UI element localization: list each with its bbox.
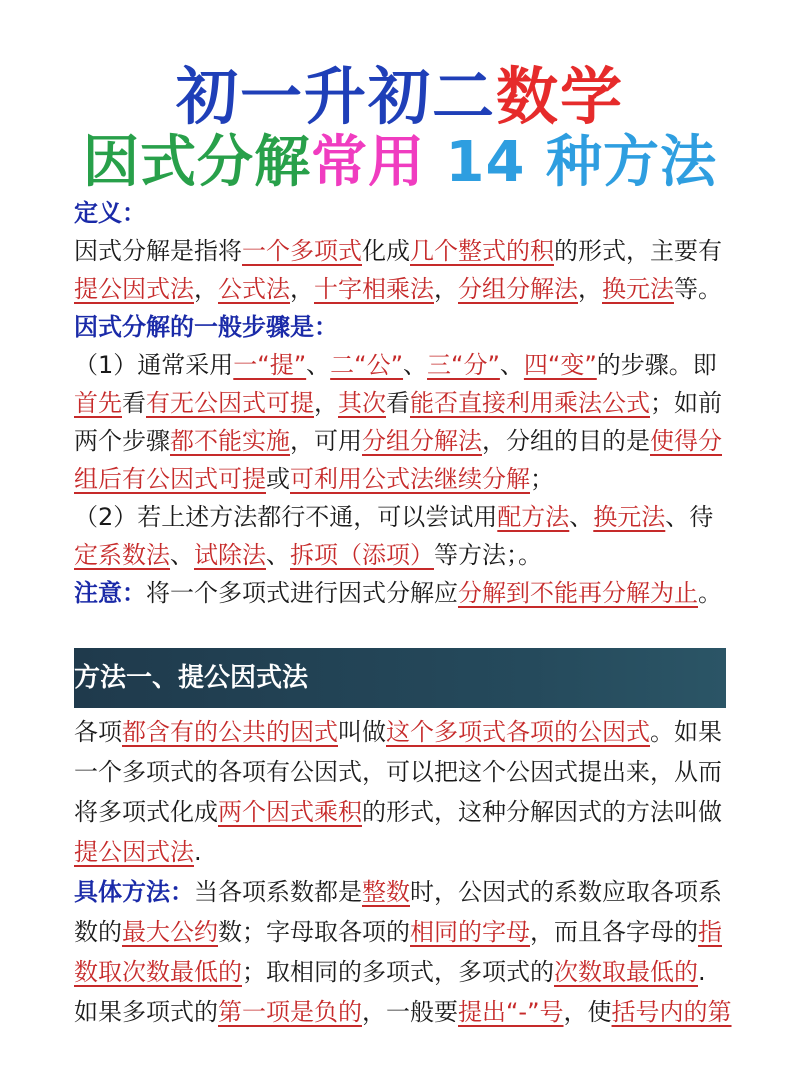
method-1-para-2	[74, 872, 734, 992]
intro-section	[74, 194, 734, 612]
highlighted-term: 首先	[74, 389, 122, 417]
highlighted-term: 整数	[362, 878, 410, 906]
text-run: ，使	[563, 998, 612, 1026]
steps-para-1	[74, 351, 722, 493]
note-label: 注意：	[74, 579, 146, 607]
highlighted-term: 括号内的第	[611, 998, 732, 1026]
text-run: ；	[530, 465, 554, 493]
highlighted-term: 使得分组后有公因式可提	[74, 427, 722, 493]
text-run: 看	[122, 389, 146, 417]
text-run: ，一般要	[362, 998, 458, 1026]
highlighted-term: 分组分解法	[458, 275, 578, 303]
note-paragraph	[74, 574, 734, 612]
method-1-para-3	[74, 992, 734, 1032]
text-run: 、	[306, 351, 331, 379]
definition-body	[74, 237, 722, 303]
text-run: 、	[569, 503, 594, 531]
text-run: （2）若上述方法都行不通，可以尝试用	[74, 503, 498, 531]
text-run: ，	[434, 275, 458, 303]
highlighted-term: 换元法	[602, 275, 674, 303]
text-run: 、	[170, 541, 194, 569]
note-body	[146, 579, 722, 607]
method-1-para-1	[74, 712, 734, 872]
text-run: 的形式，主要有	[554, 237, 722, 265]
title-part: 因式分解	[83, 130, 312, 195]
steps-paragraph	[74, 308, 734, 574]
specific-method-label: 具体方法：	[74, 878, 194, 906]
text-run: 叫做	[338, 718, 386, 746]
title-part: 常用	[311, 130, 426, 195]
text-run: 因式分解是指将	[74, 237, 242, 265]
text-run: 将一个多项式进行因式分解应	[146, 579, 458, 607]
text-run: 如果多项式的	[74, 998, 218, 1026]
title-line-2	[0, 128, 800, 198]
highlighted-term: 能否直接利用乘法公式	[410, 389, 650, 417]
text-run: 当各项系数都是	[194, 878, 362, 906]
text-run: 或	[266, 465, 290, 493]
definition-label: 定义：	[74, 199, 146, 227]
text-run: 的步骤。即	[596, 351, 717, 379]
highlighted-term: 十字相乘法	[314, 275, 434, 303]
text-run: 、	[499, 351, 524, 379]
text-run: .	[194, 838, 202, 866]
text-run: ，	[290, 275, 314, 303]
text-run: 化成	[362, 237, 410, 265]
highlighted-term: 次数取最低的	[554, 958, 698, 986]
text-run: 看	[386, 389, 410, 417]
steps-para-2	[74, 503, 713, 569]
text-run: （1）通常采用	[74, 351, 234, 379]
text-run: ，分组的目的是	[482, 427, 650, 455]
highlighted-term: 一“提”	[233, 351, 307, 379]
highlighted-term: 两个因式乘积	[218, 798, 362, 826]
highlighted-term: 拆项（添项）	[290, 541, 434, 569]
highlighted-term: 一个多项式	[242, 237, 362, 265]
text-run: 、待	[665, 503, 714, 531]
highlighted-term: 可利用公式法继续分解	[290, 465, 530, 493]
text-run: ，而且各字母的	[530, 918, 698, 946]
highlighted-term: 分解到不能再分解为止	[458, 579, 698, 607]
text-run: ，	[194, 275, 218, 303]
text-run: 等方法；。	[434, 541, 542, 569]
highlighted-term: 试除法	[194, 541, 266, 569]
text-run: 、	[266, 541, 290, 569]
highlighted-term: 换元法	[593, 503, 666, 531]
text-run: 的形式，这种分解因式的方法叫做	[362, 798, 722, 826]
method-1-body	[74, 718, 722, 866]
text-run: 等。	[674, 275, 722, 303]
title-line-1	[0, 58, 800, 136]
highlighted-term: 分组分解法	[362, 427, 482, 455]
text-run: ；如前两个步骤	[74, 389, 722, 455]
highlighted-term: 四“变”	[523, 351, 597, 379]
highlighted-term: 有无公因式可提	[146, 389, 314, 417]
title-part: 初一升初二	[175, 60, 496, 133]
definition-paragraph	[74, 194, 734, 308]
text-run: ，	[314, 389, 338, 417]
highlighted-term: 都不能实施	[170, 427, 290, 455]
highlighted-term: 二“公”	[330, 351, 404, 379]
text-run: 时，公因式的系数应取各项系数的	[74, 878, 722, 946]
highlighted-term: 都含有的公共的因式	[122, 718, 338, 746]
highlighted-term: 定系数法	[74, 541, 170, 569]
text-run: .	[698, 958, 706, 986]
highlighted-term: 其次	[338, 389, 386, 417]
highlighted-term: 最大公约	[122, 918, 218, 946]
highlighted-term: 相同的字母	[410, 918, 530, 946]
highlighted-term: 公式法	[218, 275, 290, 303]
method-1-header: 方法一、提公因式法	[74, 648, 726, 708]
highlighted-term: 这个多项式各项的公因式	[386, 718, 650, 746]
text-run: 。如果一个多项式的各项有公因式，可以把这个公因式提出来，从而将多项式化成	[74, 718, 722, 826]
title-part: 数学	[496, 60, 625, 133]
text-run: 数；字母取各项的	[218, 918, 410, 946]
text-run: 、	[403, 351, 428, 379]
highlighted-term: 提公因式法	[74, 838, 194, 866]
highlighted-term: 提公因式法	[74, 275, 194, 303]
highlighted-term: 提出“-”号	[458, 998, 564, 1026]
steps-label: 因式分解的一般步骤是：	[74, 313, 338, 341]
text-run: ；取相同的多项式，多项式的	[242, 958, 554, 986]
method-1-section	[74, 712, 734, 1032]
text-run: ，	[578, 275, 602, 303]
highlighted-term: 三“分”	[427, 351, 500, 379]
text-run: 各项	[74, 718, 122, 746]
text-run: ，可用	[290, 427, 362, 455]
highlighted-term: 指数取次数最低的	[74, 918, 722, 986]
text-run: 。	[698, 579, 722, 607]
highlighted-term: 几个整式的积	[410, 237, 554, 265]
method-1-body-3	[74, 998, 732, 1026]
highlighted-term: 配方法	[497, 503, 570, 531]
title-part: 14 种方法	[425, 130, 717, 195]
highlighted-term: 第一项是负的	[218, 998, 362, 1026]
